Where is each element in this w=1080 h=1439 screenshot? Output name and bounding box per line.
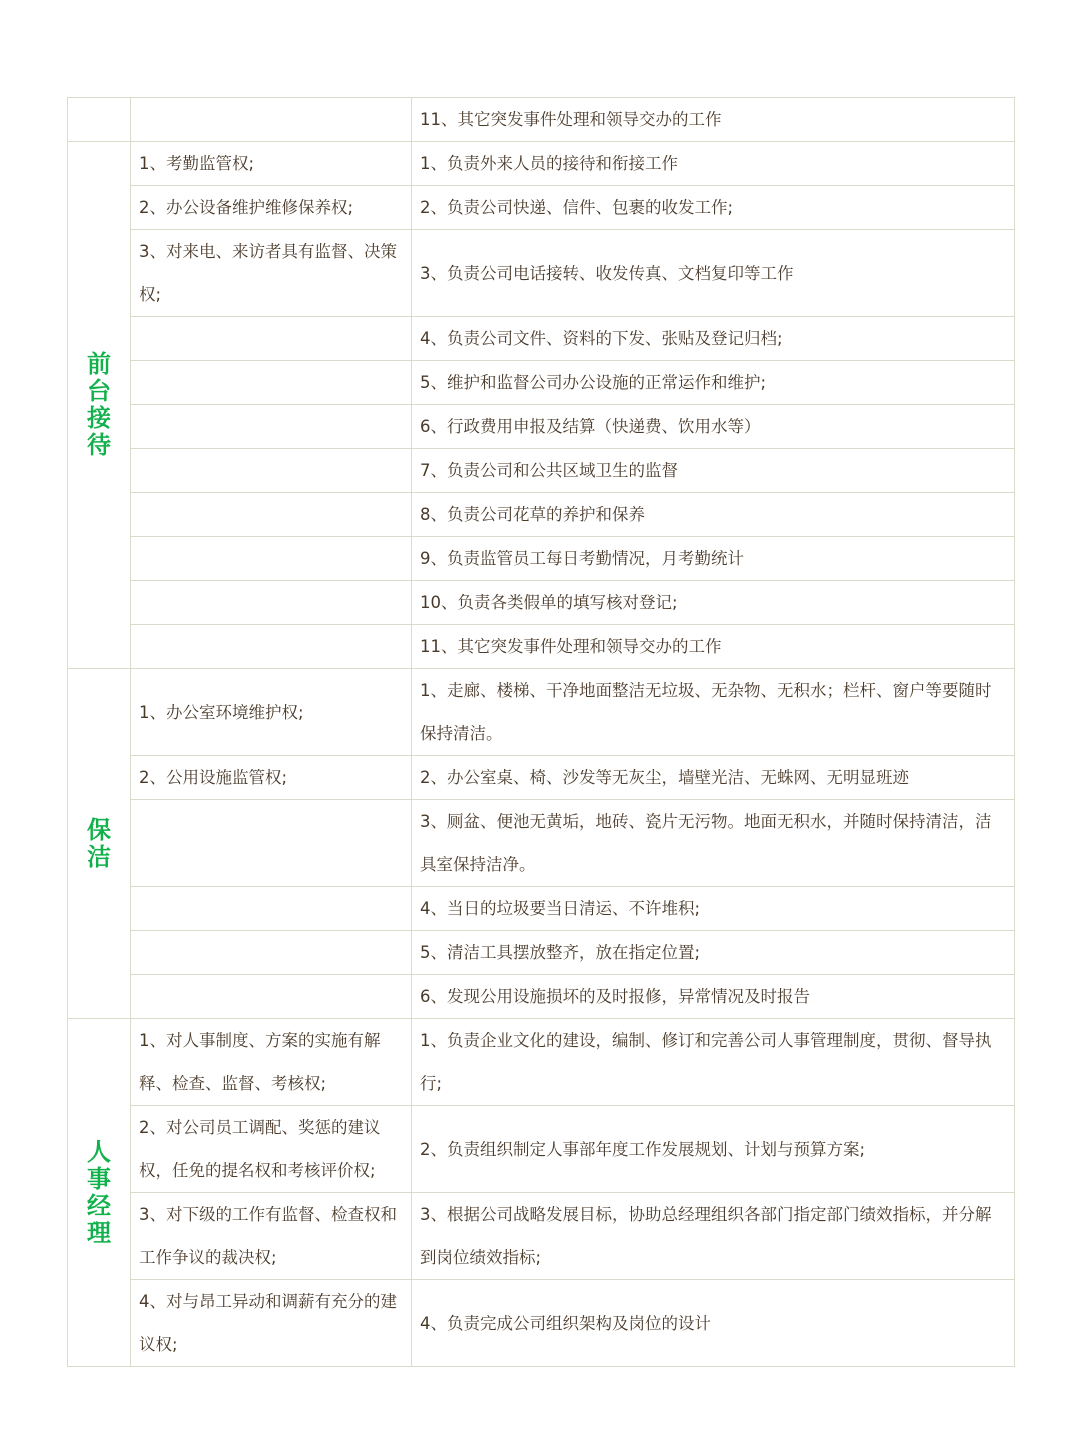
role-label: 人事经理 (86, 1137, 111, 1247)
right-cell (131, 317, 412, 361)
right-cell (131, 493, 412, 537)
table-row (68, 800, 1015, 887)
right-cell: 3、对下级的工作有监督、检查权和工作争议的裁决权; (131, 1193, 412, 1280)
table-row (68, 1280, 1015, 1367)
responsibility-table (67, 97, 1015, 1367)
duty-cell: 4、当日的垃圾要当日清运、不许堆积; (412, 887, 1015, 931)
right-cell (131, 361, 412, 405)
table-row (68, 361, 1015, 405)
table-row (68, 975, 1015, 1019)
duty-cell: 1、负责企业文化的建设，编制、修订和完善公司人事管理制度，贯彻、督导执行; (412, 1019, 1015, 1106)
role-cell-reception (68, 142, 131, 669)
duty-cell: 11、其它突发事件处理和领导交办的工作 (412, 625, 1015, 669)
duty-cell: 8、负责公司花草的养护和保养 (412, 493, 1015, 537)
right-cell (131, 931, 412, 975)
duty-cell: 4、负责公司文件、资料的下发、张贴及登记归档; (412, 317, 1015, 361)
duty-cell: 3、厕盆、便池无黄垢，地砖、瓷片无污物。地面无积水，并随时保持清洁，洁具室保持洁净。 (412, 800, 1015, 887)
duty-cell: 6、发现公用设施损坏的及时报修，异常情况及时报告 (412, 975, 1015, 1019)
table-row (68, 405, 1015, 449)
right-cell: 2、公用设施监管权; (131, 756, 412, 800)
table-row (68, 1193, 1015, 1280)
right-cell: 1、对人事制度、方案的实施有解释、检查、监督、考核权; (131, 1019, 412, 1106)
duty-cell: 2、负责组织制定人事部年度工作发展规划、计划与预算方案; (412, 1106, 1015, 1193)
right-cell (131, 98, 412, 142)
duty-cell: 5、维护和监督公司办公设施的正常运作和维护; (412, 361, 1015, 405)
right-cell (131, 625, 412, 669)
duty-cell: 1、走廊、楼梯、干净地面整洁无垃圾、无杂物、无积水；栏杆、窗户等要随时保持清洁。 (412, 669, 1015, 756)
table-row (68, 1019, 1015, 1106)
role-cell-empty (68, 98, 131, 142)
right-cell: 3、对来电、来访者具有监督、决策权; (131, 230, 412, 317)
table-row (68, 142, 1015, 186)
table-row (68, 1106, 1015, 1193)
right-cell (131, 405, 412, 449)
right-cell (131, 800, 412, 887)
duty-cell: 3、负责公司电话接转、收发传真、文档复印等工作 (412, 230, 1015, 317)
table-row (68, 887, 1015, 931)
table-row (68, 493, 1015, 537)
role-cell-hr-manager (68, 1019, 131, 1367)
table-row (68, 931, 1015, 975)
duty-cell: 10、负责各类假单的填写核对登记; (412, 581, 1015, 625)
duty-cell: 2、负责公司快递、信件、包裹的收发工作; (412, 186, 1015, 230)
table-row (68, 186, 1015, 230)
duty-cell: 11、其它突发事件处理和领导交办的工作 (412, 98, 1015, 142)
table-row (68, 669, 1015, 756)
duty-cell: 6、行政费用申报及结算（快递费、饮用水等） (412, 405, 1015, 449)
table-row (68, 98, 1015, 142)
table-row (68, 230, 1015, 317)
table-row (68, 625, 1015, 669)
duty-cell: 5、清洁工具摆放整齐，放在指定位置; (412, 931, 1015, 975)
right-cell: 2、对公司员工调配、奖惩的建议权，任免的提名权和考核评价权; (131, 1106, 412, 1193)
right-cell: 1、考勤监管权; (131, 142, 412, 186)
duty-cell: 7、负责公司和公共区域卫生的监督 (412, 449, 1015, 493)
table-row (68, 317, 1015, 361)
right-cell: 4、对与昂工异动和调薪有充分的建议权; (131, 1280, 412, 1367)
duty-cell: 4、负责完成公司组织架构及岗位的设计 (412, 1280, 1015, 1367)
table-row (68, 537, 1015, 581)
right-cell (131, 581, 412, 625)
table-row (68, 581, 1015, 625)
duty-cell: 1、负责外来人员的接待和衔接工作 (412, 142, 1015, 186)
role-cell-cleaning (68, 669, 131, 1019)
right-cell (131, 449, 412, 493)
duty-cell: 9、负责监管员工每日考勤情况，月考勤统计 (412, 537, 1015, 581)
right-cell: 2、办公设备维护维修保养权; (131, 186, 412, 230)
table-row (68, 449, 1015, 493)
table-row (68, 756, 1015, 800)
right-cell (131, 887, 412, 931)
duty-cell: 3、根据公司战略发展目标，协助总经理组织各部门指定部门绩效指标，并分解到岗位绩效指标; (412, 1193, 1015, 1280)
right-cell (131, 975, 412, 1019)
duty-cell: 2、办公室桌、椅、沙发等无灰尘，墙壁光洁、无蛛网、无明显班迹 (412, 756, 1015, 800)
role-label: 前台接待 (86, 350, 111, 459)
right-cell: 1、办公室环境维护权; (131, 669, 412, 756)
role-label: 保洁 (86, 815, 111, 871)
right-cell (131, 537, 412, 581)
